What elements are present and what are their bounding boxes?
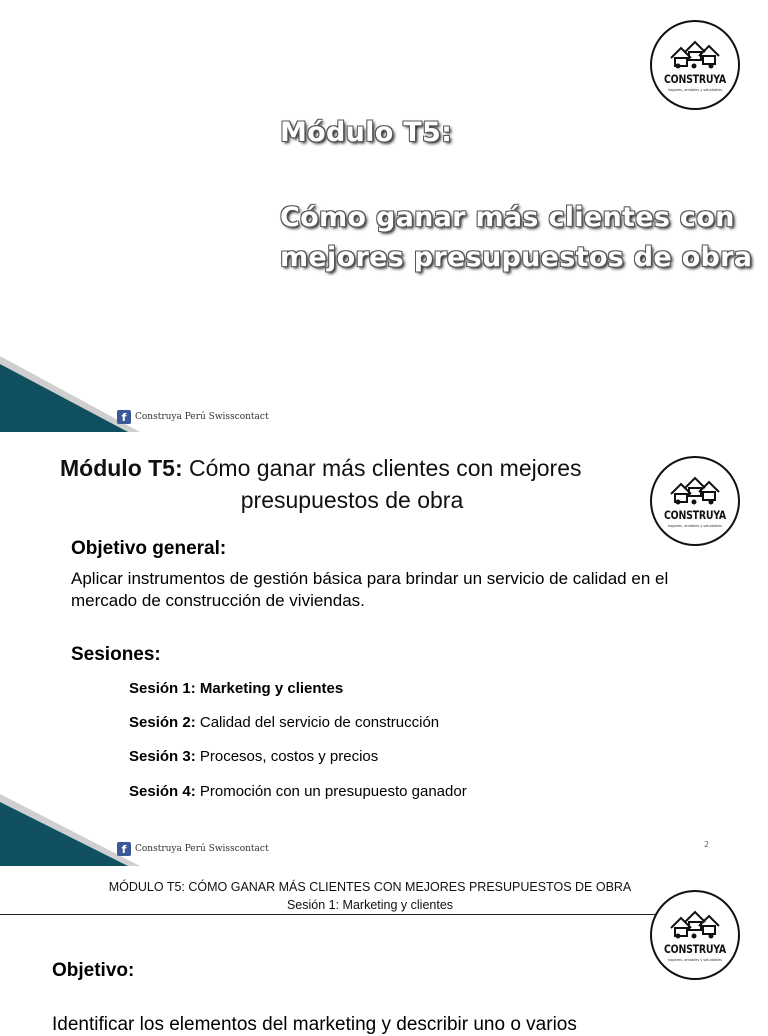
construya-logo <box>650 890 740 980</box>
slide2-heading <box>60 452 581 484</box>
footer-text: Construya Perú Swisscontact <box>135 844 269 854</box>
slide-1 <box>0 0 768 432</box>
slide1-title-line3: mejores presupuestos de obra <box>280 242 753 273</box>
teal-corner-ribbon <box>0 356 160 436</box>
session-text: Procesos, costos y precios <box>195 748 379 765</box>
slide3-header <box>0 878 740 914</box>
slide3-objective-text: Identificar los elementos del marketing y describir uno o varios <box>52 1014 577 1035</box>
footer-text: Construya Perú Swisscontact <box>135 412 269 422</box>
slide2-heading-bold: Módulo T5: <box>60 455 183 481</box>
houses-icon <box>669 36 721 70</box>
houses-icon <box>669 906 721 940</box>
session-label: Sesión 4: <box>129 783 196 800</box>
footer-facebook[interactable] <box>117 842 269 856</box>
slide2-heading-line2: presupuestos de obra <box>240 487 464 513</box>
slide1-title-line1: Módulo T5: <box>280 117 453 148</box>
slide3-objective-label: Objetivo: <box>52 960 135 981</box>
slide3-header-line2: Sesión 1: Marketing y clientes <box>286 898 454 912</box>
logo-tagline: hogares, amables y saludables <box>667 524 723 528</box>
session-text: Marketing y clientes <box>195 680 344 697</box>
facebook-icon: f <box>117 842 131 856</box>
construya-logo <box>650 20 740 110</box>
facebook-icon: f <box>117 410 131 424</box>
slide3-header-line1: MÓDULO T5: CÓMO GANAR MÁS CLIENTES CON MEJORES PRESUPUESTOS DE OBRA <box>108 880 632 894</box>
logo-tagline: hogares, amables y saludables <box>667 958 723 962</box>
session-item <box>129 748 378 765</box>
footer-facebook[interactable] <box>117 410 269 424</box>
session-label: Sesión 3: <box>129 748 196 765</box>
session-text: Promoción con un presupuesto ganador <box>195 783 467 800</box>
session-item <box>129 714 439 731</box>
header-divider <box>0 914 660 915</box>
slide2-heading-rest: Cómo ganar más clientes con mejores <box>182 455 582 481</box>
session-label: Sesión 2: <box>129 714 196 731</box>
page-number: 2 <box>704 840 710 849</box>
logo-wordmark: CONSTRUYA <box>664 508 726 522</box>
objective-label: Objetivo general: <box>71 538 227 559</box>
session-item <box>129 680 343 697</box>
session-text: Calidad del servicio de construcción <box>195 714 440 731</box>
logo-tagline: hogares, amables y saludables <box>667 88 723 92</box>
sessions-label: Sesiones: <box>71 644 161 665</box>
logo-wordmark: CONSTRUYA <box>664 72 726 86</box>
teal-corner-ribbon <box>0 794 160 874</box>
slide-2 <box>0 432 768 866</box>
session-item <box>129 783 467 800</box>
session-label: Sesión 1: <box>129 680 196 697</box>
slide-3 <box>0 866 768 1035</box>
logo-wordmark: CONSTRUYA <box>664 942 726 956</box>
slide1-title-line2: Cómo ganar más clientes con <box>280 202 735 233</box>
objective-text: Aplicar instrumentos de gestión básica para brindar un servicio de calidad en el mercado de construcción de viviendas. <box>71 569 669 610</box>
